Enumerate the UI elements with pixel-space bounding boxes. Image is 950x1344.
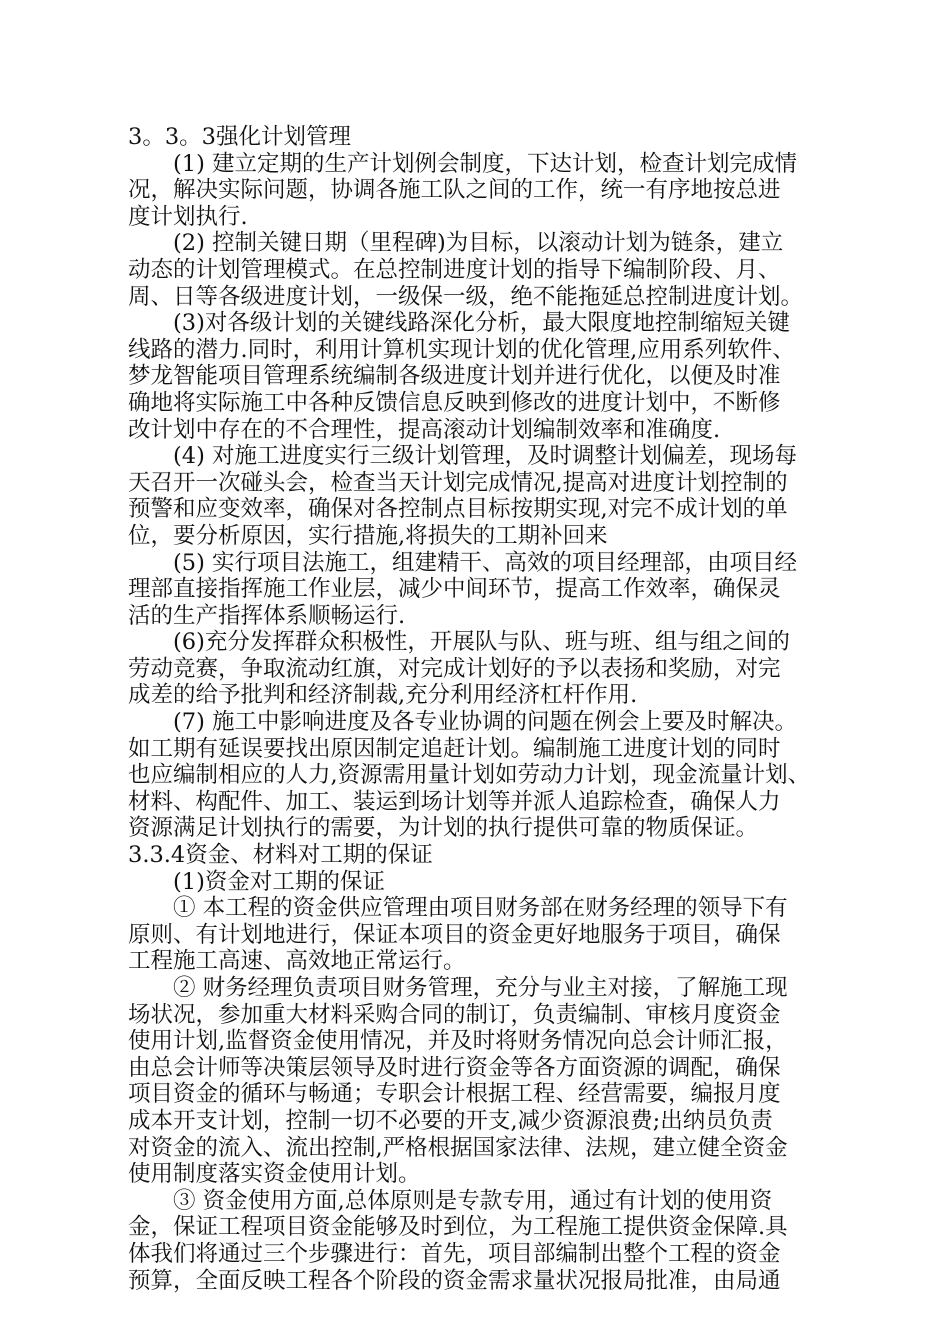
text-line: 材料、构配件、加工、装运到场计划等并派人追踪检查，确保人力	[128, 788, 781, 815]
text-line: (7) 施工中影响进度及各专业协调的问题在例会上要及时解决。	[173, 709, 798, 736]
text-line: 也应编制相应的人力,资源需用量计划如劳动力计划，现金流量计划、	[128, 762, 811, 789]
text-line: 资源满足计划执行的需要，为计划的执行提供可靠的物质保证。	[128, 815, 759, 842]
text-line: 确地将实际施工中各种反馈信息反映到修改的进度计划中，不断修	[128, 389, 781, 416]
text-line: 对资金的流入、流出控制,严格根据国家法律、法规，建立健全资金	[128, 1134, 788, 1161]
text-line: 项目资金的循环与畅通；专职会计根据工程、经营需要，编报月度	[128, 1081, 781, 1108]
text-line: (6)充分发挥群众积极性，开展队与队、班与班、组与组之间的	[173, 629, 790, 656]
section-heading	[128, 842, 823, 869]
paragraph	[128, 975, 823, 1188]
section-heading	[128, 124, 823, 151]
text-line: 工程施工高速、高效地正常运行。	[128, 948, 466, 975]
text-line: 度计划执行.	[128, 203, 248, 230]
text-line: 体我们将通过三个步骤进行：首先，项目部编制出整个工程的资金	[128, 1240, 781, 1267]
text-line: 活的生产指挥体系顺畅运行.	[128, 602, 406, 629]
text-line: (4) 对施工进度实行三级计划管理，及时调整计划偏差，现场每	[173, 443, 798, 470]
text-line: 天召开一次碰头会，检查当天计划完成情况,提高对进度计划控制的	[128, 469, 788, 496]
paragraph	[128, 869, 823, 896]
text-line: 改计划中存在的不合理性，提高滚动计划编制效率和准确度.	[128, 416, 721, 443]
text-line: ② 财务经理负责项目财务管理，充分与业主对接，了解施工现	[173, 975, 788, 1001]
text-line: 如工期有延误要找出原因制定追赶计划。编制施工进度计划的同时	[128, 735, 781, 762]
text-line: 预警和应变效率，确保对各控制点目标按期实现,对完不成计划的单	[128, 496, 788, 523]
text-line: 金，保证工程项目资金能够及时到位，为工程施工提供资金保障.具	[128, 1214, 788, 1241]
text-line: 理部直接指挥施工作业层，减少中间环节，提高工作效率，确保灵	[128, 576, 781, 603]
paragraph	[128, 310, 823, 443]
text-line: (5) 实行项目法施工，组建精干、高效的项目经理部，由项目经	[173, 549, 798, 576]
text-line: 成本开支计划，控制一切不必要的开支,减少资源浪费;出纳员负责	[128, 1107, 773, 1134]
text-line: 况，解决实际问题，协调各施工队之间的工作，统一有序地按总进	[128, 177, 781, 204]
text-line: 劳动竞赛，争取流动红旗，对完成计划好的予以表扬和奖励，对完	[128, 655, 781, 682]
paragraph	[128, 443, 823, 549]
text-line: (2) 控制关键日期（里程碑)为目标，以滚动计划为链条，建立	[173, 230, 784, 257]
paragraph	[128, 709, 823, 842]
text-line: 梦龙智能项目管理系统编制各级进度计划并进行优化，以便及时准	[128, 363, 781, 390]
text-line: 场状况，参加重大材料采购合同的制订，负责编制、审核月度资金	[128, 1001, 781, 1028]
text-line: 成差的给予批判和经济制裁,充分利用经济杠杆作用.	[128, 682, 638, 709]
text-line: (3)对各级计划的关键线路深化分析，最大限度地控制缩短关键	[173, 310, 790, 337]
paragraph	[128, 230, 823, 310]
text-line: 由总会计师等决策层领导及时进行资金等各方面资源的调配，确保	[128, 1054, 781, 1081]
text-line: 使用计划,监督资金使用情况，并及时将财务情况向总会计师汇报，	[128, 1028, 788, 1055]
text-line: (1)资金对工期的保证	[173, 868, 385, 895]
text-line: 3。3。3强化计划管理	[128, 124, 351, 150]
text-line: ① 本工程的资金供应管理由项目财务部在财务经理的领导下有	[173, 895, 788, 922]
text-line: 位，要分析原因，实行措施,将损失的工期补回来	[128, 522, 608, 549]
paragraph	[128, 1188, 823, 1294]
text-line: 预算，全面反映工程各个阶段的资金需求量状况报局批准，由局通	[128, 1267, 781, 1294]
text-line: ③ 资金使用方面,总体原则是专款专用，通过有计划的使用资	[173, 1187, 773, 1214]
paragraph	[128, 629, 823, 709]
text-line: 动态的计划管理模式。在总控制进度计划的指导下编制阶段、月、	[128, 256, 781, 283]
paragraph	[128, 151, 823, 231]
text-line: 线路的潜力.同时，利用计算机实现计划的优化管理,应用系列软件、	[128, 336, 795, 363]
text-line: 周、日等各级进度计划，一级保一级，绝不能拖延总控制进度计划。	[128, 283, 804, 310]
text-line: 原则、有计划地进行，保证本项目的资金更好地服务于项目，确保	[128, 921, 781, 948]
document-body	[128, 124, 823, 1294]
text-line: (1) 建立定期的生产计划例会制度，下达计划，检查计划完成情	[173, 150, 798, 177]
paragraph	[128, 550, 823, 630]
text-line: 3.3.4资金、材料对工期的保证	[128, 842, 433, 869]
text-line: 使用制度落实资金使用计划。	[128, 1161, 421, 1188]
paragraph	[128, 895, 823, 975]
